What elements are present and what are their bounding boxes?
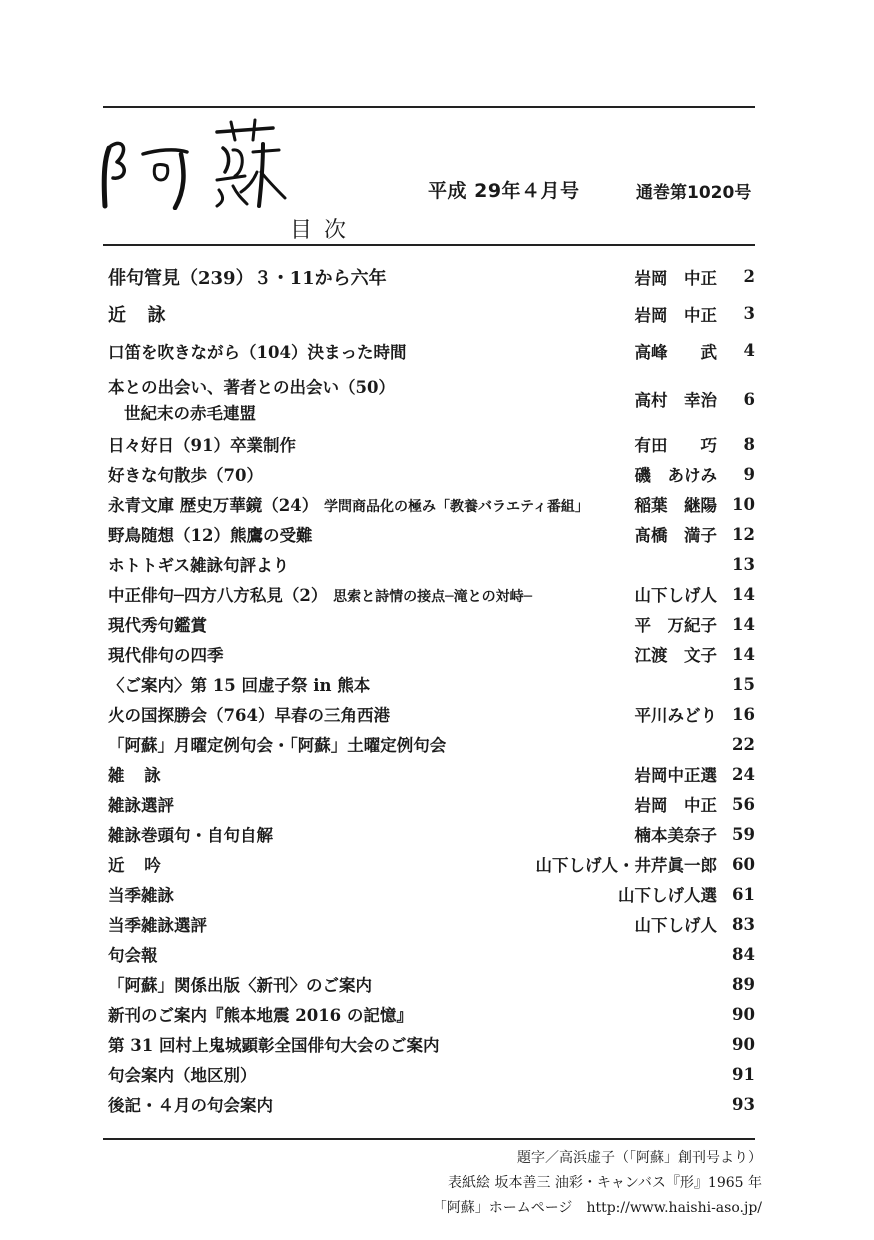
toc-entry-author: 平 万紀子	[634, 616, 717, 635]
toc-entry-title: 「阿蘇」関係出版〈新刊〉のご案内	[108, 976, 372, 995]
toc-entry-author: 磯 あけみ	[634, 466, 717, 485]
toc-entry-page: 61	[732, 884, 755, 904]
table-of-contents	[103, 258, 755, 1119]
toc-entry-subtitle: 学問商品化の極み「教養バラエティ番組」	[323, 499, 589, 515]
toc-entry[interactable]	[103, 258, 755, 295]
toc-entry-page: 24	[732, 764, 755, 784]
toc-entry-title-main: 中正俳句─四方八方私見（2）	[108, 586, 328, 605]
toc-entry-title: 「阿蘇」月曜定例句会・「阿蘇」土曜定例句会	[108, 736, 447, 755]
toc-entry-title: 現代俳句の四季	[108, 646, 224, 665]
toc-entry-author: 山下しげ人・井芹眞一郎	[535, 856, 717, 875]
toc-entry-title: 当季雑詠選評	[108, 916, 207, 935]
toc-entry-title-line1: 本との出会い、著者との出会い（50）	[108, 378, 395, 397]
toc-entry[interactable]	[103, 699, 755, 729]
calligraphy-credit: 題字／高浜虚子（「阿蘇」創刊号より）	[517, 1150, 762, 1166]
toc-entry[interactable]	[103, 729, 755, 759]
toc-entry[interactable]	[103, 819, 755, 849]
toc-entry[interactable]	[103, 1029, 755, 1059]
toc-entry[interactable]	[103, 909, 755, 939]
toc-entry-page: 15	[732, 674, 755, 694]
toc-entry-page: 90	[732, 1004, 755, 1024]
toc-entry-author: 有田 巧	[634, 436, 717, 455]
toc-entry-author: 平川みどり	[634, 706, 717, 725]
toc-entry-title: 好きな句散歩（70）	[108, 466, 263, 485]
toc-entry-author: 岩岡 中正	[634, 796, 717, 815]
toc-entry-page: 89	[732, 974, 755, 994]
toc-entry-title: 現代秀句鑑賞	[108, 616, 207, 635]
toc-entry-author: 高峰 武	[634, 342, 717, 362]
toc-entry-author: 楠本美奈子	[634, 826, 717, 845]
toc-entry-title: 野鳥随想（12）熊鷹の受難	[108, 526, 313, 545]
toc-entry[interactable]	[103, 519, 755, 549]
homepage-line	[433, 1197, 762, 1217]
toc-entry-subtitle: 思索と詩情の接点─滝との対峙─	[333, 589, 533, 605]
footer-rule	[103, 1138, 755, 1140]
toc-entry-page: 16	[732, 704, 755, 724]
toc-entry[interactable]	[103, 489, 755, 519]
toc-entry-page: 14	[732, 644, 755, 664]
toc-entry-page: 2	[743, 267, 755, 286]
toc-entry[interactable]	[103, 639, 755, 669]
toc-entry-title: 雑詠選評	[108, 796, 174, 815]
toc-entry[interactable]	[103, 609, 755, 639]
toc-entry[interactable]	[103, 295, 755, 332]
toc-entry-page: 14	[732, 614, 755, 634]
toc-entry-author: 稲葉 継陽	[634, 496, 717, 515]
top-rule	[103, 106, 755, 108]
toc-entry-author: 岩岡中正選	[634, 766, 717, 785]
toc-entry[interactable]	[103, 999, 755, 1029]
toc-entry-title: 近詠	[108, 304, 188, 326]
toc-entry-title	[103, 582, 635, 606]
toc-entry-page: 91	[732, 1064, 755, 1084]
cover-credit: 表紙絵 坂本善三 油彩・キャンバス『形』1965 年	[448, 1175, 762, 1191]
toc-entry-author: 岩岡 中正	[634, 305, 717, 325]
toc-entry[interactable]	[103, 1089, 755, 1119]
toc-entry-author: 山下しげ人	[634, 916, 717, 935]
toc-entry[interactable]	[103, 759, 755, 789]
toc-entry-page: 13	[732, 554, 755, 574]
toc-entry[interactable]	[103, 369, 755, 429]
toc-entry-page: 56	[732, 794, 755, 814]
toc-entry-page: 22	[732, 734, 755, 754]
toc-entry-title: 当季雑詠	[108, 886, 174, 905]
toc-entry-title-line2: 世紀末の赤毛連盟	[124, 404, 256, 423]
toc-entry-title: 新刊のご案内『熊本地震 2016 の記憶』	[108, 1006, 413, 1025]
toc-entry-page: 14	[732, 584, 755, 604]
toc-entry-page: 93	[732, 1094, 755, 1114]
toc-entry-title-main: 永青文庫 歴史万華鏡（24）	[108, 496, 319, 515]
toc-entry-page: 60	[732, 854, 755, 874]
toc-heading: 目次	[290, 218, 359, 243]
toc-entry[interactable]	[103, 969, 755, 999]
toc-entry-title: 口笛を吹きながら（104）決まった時間	[108, 342, 407, 362]
toc-entry[interactable]	[103, 459, 755, 489]
toc-entry-title: 句会案内（地区別）	[108, 1066, 257, 1085]
toc-entry-page: 6	[743, 389, 755, 409]
toc-entry-page: 12	[732, 524, 755, 544]
toc-entry-page: 9	[743, 464, 755, 484]
toc-entry-author: 髙橋 満子	[634, 526, 717, 545]
toc-entry-title: 俳句管見（239）３・11から六年	[108, 267, 387, 289]
toc-entry-title: 火の国探勝会（764）早春の三角西港	[108, 706, 390, 725]
toc-entry-title: 句会報	[108, 946, 158, 965]
toc-entry-title: 近吟	[108, 856, 181, 875]
toc-entry[interactable]	[103, 1059, 755, 1089]
toc-entry-author: 岩岡 中正	[634, 268, 717, 288]
toc-entry-title: 第 31 回村上鬼城顕彰全国俳句大会のご案内	[108, 1036, 440, 1055]
toc-entry-page: 84	[732, 944, 755, 964]
toc-entry-title	[103, 374, 635, 424]
toc-entry-author: 高村 幸治	[634, 391, 717, 410]
toc-entry-title: 雑詠巻頭句・自句自解	[108, 826, 273, 845]
toc-entry-author: 江渡 文子	[634, 646, 717, 665]
toc-entry-author: 山下しげ人選	[618, 886, 717, 905]
toc-entry-page: 83	[732, 914, 755, 934]
toc-entry-title: 後記・４月の句会案内	[108, 1096, 273, 1115]
toc-entry-title: 〈ご案内〉第 15 回虚子祭 in 熊本	[108, 676, 371, 695]
toc-entry[interactable]	[103, 429, 755, 459]
toc-entry[interactable]	[103, 939, 755, 969]
toc-entry[interactable]	[103, 669, 755, 699]
toc-entry[interactable]	[103, 579, 755, 609]
toc-entry-title	[103, 492, 635, 516]
toc-entry-title: 雑詠	[108, 766, 181, 785]
toc-entry-page: 8	[743, 434, 755, 454]
toc-entry[interactable]	[103, 849, 755, 879]
magazine-logo-calligraphy	[95, 118, 295, 210]
toc-entry-page: 4	[743, 341, 755, 360]
toc-entry-page: 59	[732, 824, 755, 844]
issue-date: 平成 29年４月号	[428, 180, 580, 202]
toc-entry[interactable]	[103, 549, 755, 579]
toc-entry-page: 90	[732, 1034, 755, 1054]
toc-entry[interactable]	[103, 332, 755, 369]
homepage-label: 「阿蘇」ホームページ	[432, 1200, 573, 1216]
toc-entry[interactable]	[103, 789, 755, 819]
toc-entry-page: 3	[743, 304, 755, 323]
volume-number: 通巻第1020号	[636, 183, 752, 203]
toc-entry-author: 山下しげ人	[634, 586, 717, 605]
header-rule	[103, 244, 755, 246]
toc-entry-page: 10	[732, 494, 755, 514]
toc-entry-title: 日々好日（91）卒業制作	[108, 436, 296, 455]
toc-entry[interactable]	[103, 879, 755, 909]
toc-entry-title: ホトトギス雑詠句評より	[108, 556, 290, 575]
homepage-link[interactable]: http://www.haishi-aso.jp/	[586, 1200, 762, 1216]
